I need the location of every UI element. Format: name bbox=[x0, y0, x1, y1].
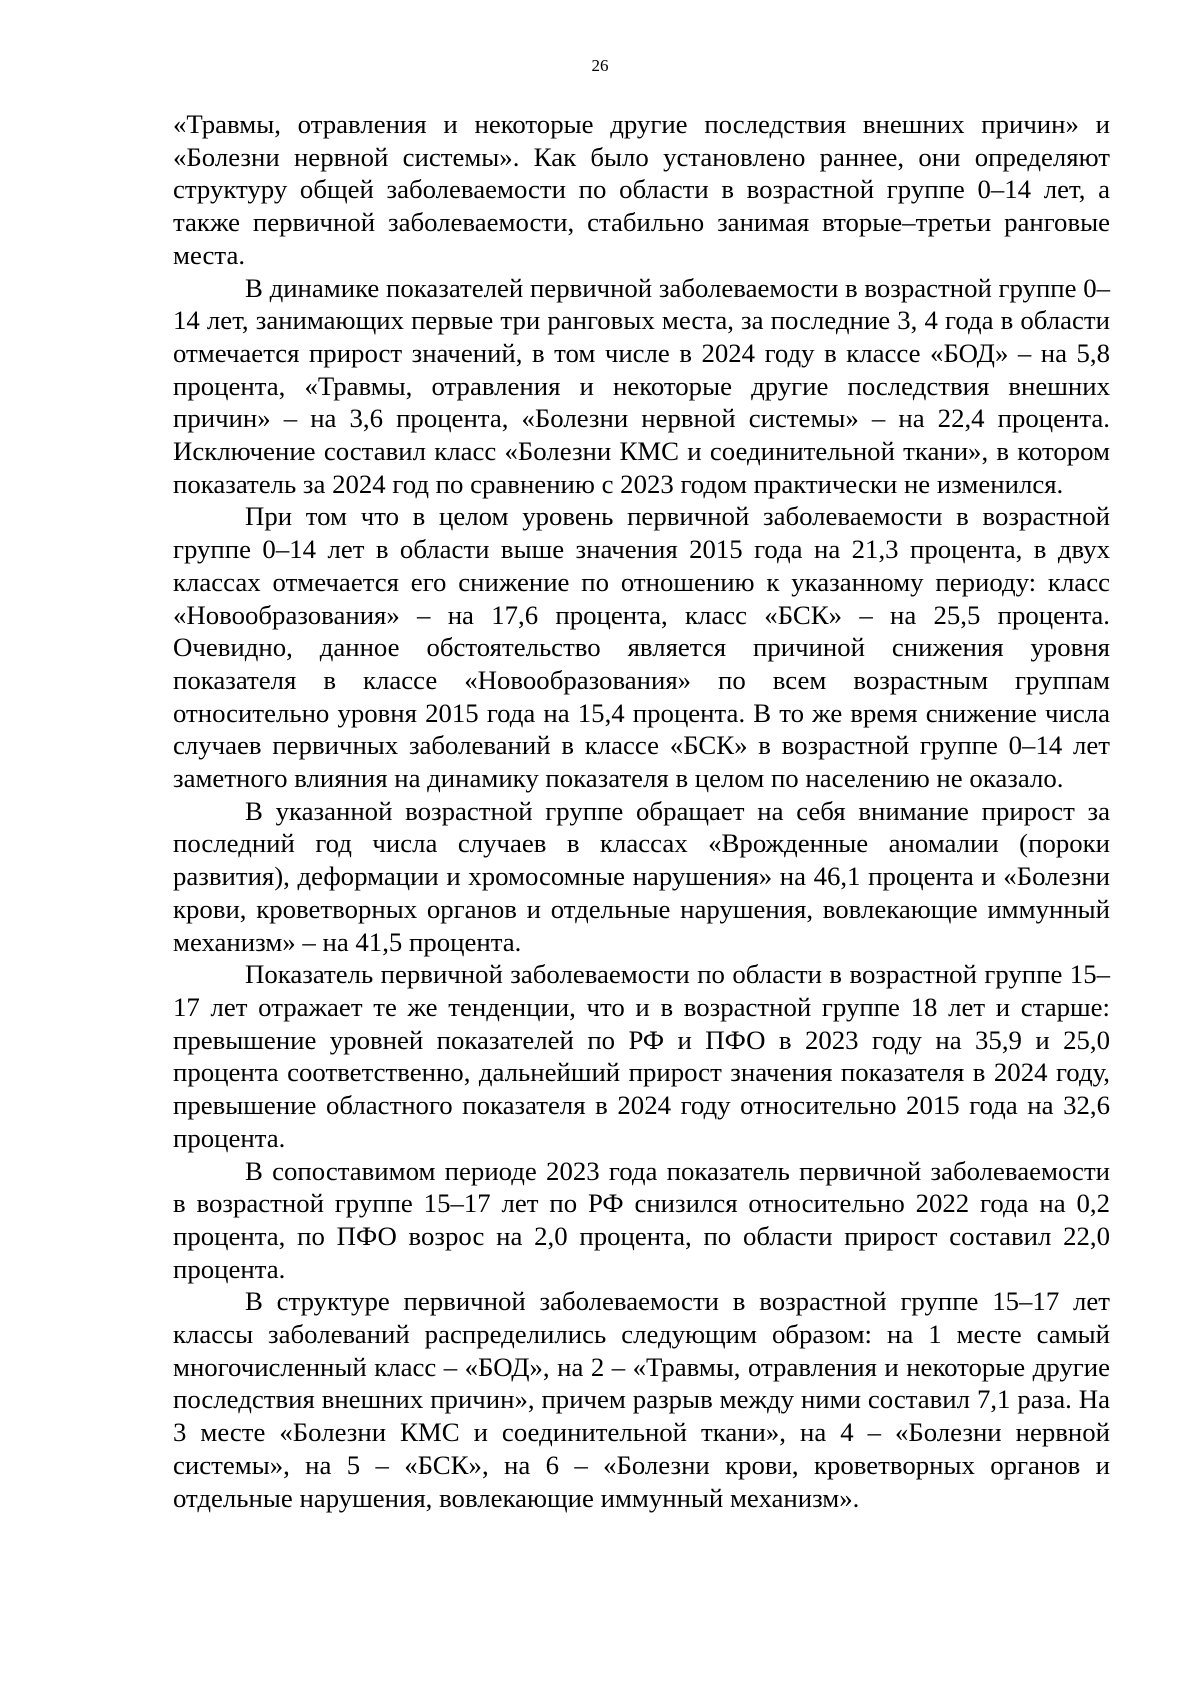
page-number: 26 bbox=[591, 56, 609, 75]
paragraph: Показатель первичной заболеваемости по области в возрастной группе 15–17 лет отражает те же тенденции, что и в возрастной группе 18 лет и старше: превышение уровней показателей по РФ и ПФО в 2023 году на 35,9 и 25,0 процента соответственно, дальнейший прирост значения показателя в 2024 году, превышение областного показателя в 2024 году относительно 2015 года на 32,6 процента. bbox=[173, 959, 1110, 1153]
paragraph: В сопоставимом периоде 2023 года показатель первичной заболеваемости в возрастной группе 15–17 лет по РФ снизился относительно 2022 года на 0,2 процента, по ПФО возрос на 2,0 процента, по области прирост составил 22,0 процента. bbox=[173, 1155, 1110, 1284]
paragraph: В структуре первичной заболеваемости в возрастной группе 15–17 лет классы заболеваний распределились следующим образом: на 1 месте самый многочисленный класс – «БОД», на 2 – «Травмы, отравления и некоторые другие последствия внешних причин», причем разрыв между ними составил 7,1 раза. На 3 месте «Болезни КМС и соединительной ткани», на 4 – «Болезни нервной системы», на 5 – «БСК», на 6 – «Болезни крови, кроветворных органов и отдельные нарушения, вовлекающие иммунный механизм». bbox=[173, 1286, 1110, 1513]
paragraph: При том что в целом уровень первичной заболеваемости в возрастной группе 0–14 лет в области выше значения 2015 года на 21,3 процента, в двух классах отмечается его снижение по отношению к указанному периоду: класс «Новообразования» – на 17,6 процента, класс «БСК» – на 25,5 процента. Очевидно, данное обстоятельство является причиной снижения уровня показателя в классе «Новообразования» по всем возрастным группам относительно уровня 2015 года на 15,4 процента. В то же время снижение числа случаев первичных заболеваний в классе «БСК» в возрастной группе 0–14 лет заметного влияния на динамику показателя в целом по населению не оказало. bbox=[173, 501, 1110, 794]
paragraph: В динамике показателей первичной заболеваемости в возрастной группе 0–14 лет, занимающих первые три ранговых места, за последние 3, 4 года в области отмечается прирост значений, в том числе в 2024 году в классе «БОД» – на 5,8 процента, «Травмы, отравления и некоторые другие последствия внешних причин» – на 3,6 процента, «Болезни нервной системы» – на 22,4 процента. Исключение составил класс «Болезни КМС и соединительной ткани», в котором показатель за 2024 год по сравнению с 2023 годом практически не изменился. bbox=[173, 272, 1111, 499]
document-body bbox=[173, 108, 1110, 1514]
paragraph: «Травмы, отравления и некоторые другие последствия внешних причин» и «Болезни нервной системы». Как было установлено раннее, они определяют структуру общей заболеваемости по области в возрастной группе 0–14 лет, а также первичной заболеваемости, стабильно занимая вторые–третьи ранговые места. bbox=[173, 109, 1110, 270]
paragraph: В указанной возрастной группе обращает на себя внимание прирост за последний год числа случаев в классах «Врожденные аномалии (пороки развития), деформации и хромосомные нарушения» на 46,1 процента и «Болезни крови, кроветворных органов и отдельные нарушения, вовлекающие иммунный механизм» – на 41,5 процента. bbox=[173, 795, 1110, 957]
